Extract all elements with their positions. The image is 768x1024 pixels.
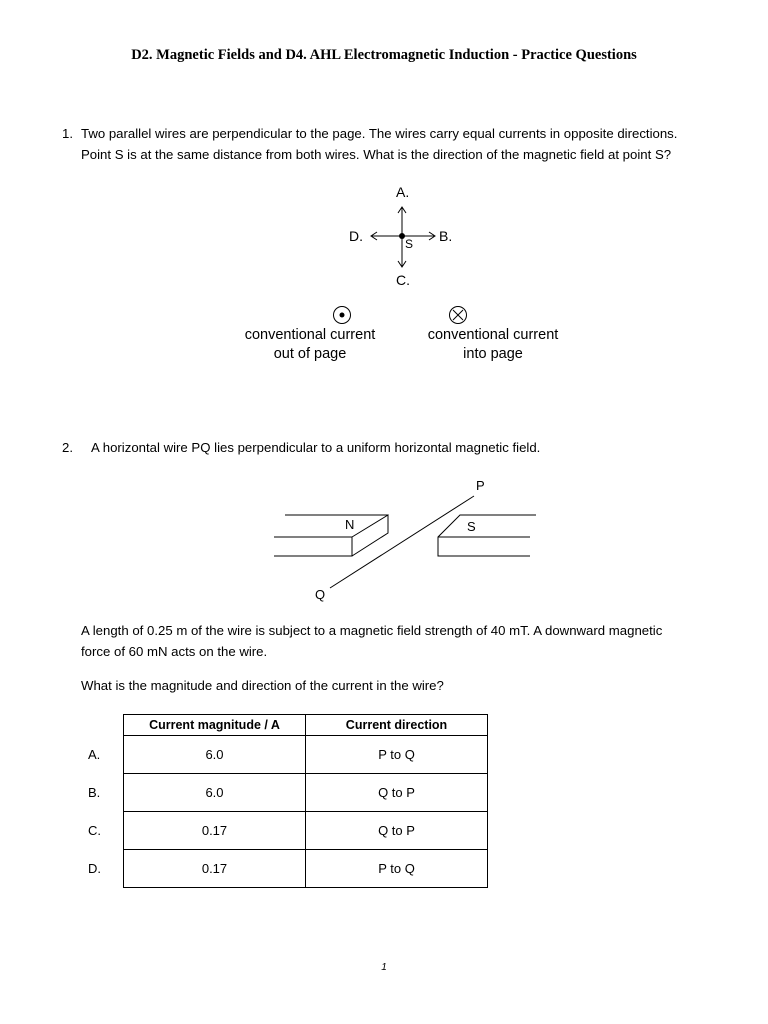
- question-2-intro: A horizontal wire PQ lies perpendicular to a uniform horizontal magnetic field.: [91, 440, 541, 455]
- question-2-number: 2.: [62, 440, 73, 455]
- header-current-magnitude: Current magnitude / A: [124, 715, 306, 736]
- answer-table-header: [124, 715, 488, 736]
- magnet-label-n: N: [345, 517, 355, 532]
- answer-table: [123, 714, 488, 888]
- wire-label-p: P: [476, 478, 485, 493]
- direction-cell: Q to P: [306, 774, 488, 812]
- point-s-label: S: [405, 237, 414, 251]
- page-number: 1: [381, 962, 387, 973]
- magnet-label-s: S: [467, 519, 476, 534]
- direction-cell: P to Q: [306, 850, 488, 888]
- direction-label-b: B.: [439, 228, 453, 244]
- direction-label-c: C.: [396, 272, 410, 288]
- caption-out-line-2: out of page: [273, 346, 347, 362]
- magnet-wire-diagram: [260, 470, 560, 610]
- option-label-a[interactable]: A.: [88, 747, 101, 762]
- question-1-number: 1.: [62, 126, 73, 141]
- caption-out-line-1: conventional current: [244, 327, 376, 343]
- option-label-c[interactable]: C.: [88, 823, 101, 838]
- question-1-line-2: Point S is at the same distance from both wires. What is the direction of the magnetic field at point S?: [81, 147, 672, 162]
- direction-label-d: D.: [349, 228, 363, 244]
- table-row[interactable]: [124, 774, 488, 812]
- direction-cell: P to Q: [306, 736, 488, 774]
- direction-cell: Q to P: [306, 812, 488, 850]
- question-2-paragraph-line-1: A length of 0.25 m of the wire is subject to a magnetic field strength of 40 mT. A downward magnetic: [81, 623, 663, 638]
- magnitude-cell: 6.0: [124, 774, 306, 812]
- page-title: D2. Magnetic Fields and D4. AHL Electromagnetic Induction - Practice Questions: [131, 47, 637, 63]
- caption-in-line-2: into page: [463, 346, 523, 362]
- caption-in-line-1: conventional current: [427, 327, 559, 343]
- question-2-prompt: What is the magnitude and direction of the current in the wire?: [81, 678, 444, 693]
- option-label-b[interactable]: B.: [88, 785, 101, 800]
- table-row[interactable]: [124, 736, 488, 774]
- question-2-paragraph-line-2: force of 60 mN acts on the wire.: [81, 644, 268, 659]
- table-row[interactable]: [124, 850, 488, 888]
- magnitude-cell: 0.17: [124, 812, 306, 850]
- current-out-of-page-icon: [331, 304, 353, 326]
- direction-label-a: A.: [396, 184, 410, 200]
- table-row[interactable]: [124, 812, 488, 850]
- question-1-line-1: Two parallel wires are perpendicular to the page. The wires carry equal currents in opposite directions.: [81, 126, 678, 141]
- magnitude-cell: 6.0: [124, 736, 306, 774]
- option-label-d[interactable]: D.: [88, 861, 101, 876]
- current-into-page-icon: [447, 304, 469, 326]
- wire-label-q: Q: [315, 587, 326, 602]
- header-current-direction: Current direction: [306, 715, 488, 736]
- magnitude-cell: 0.17: [124, 850, 306, 888]
